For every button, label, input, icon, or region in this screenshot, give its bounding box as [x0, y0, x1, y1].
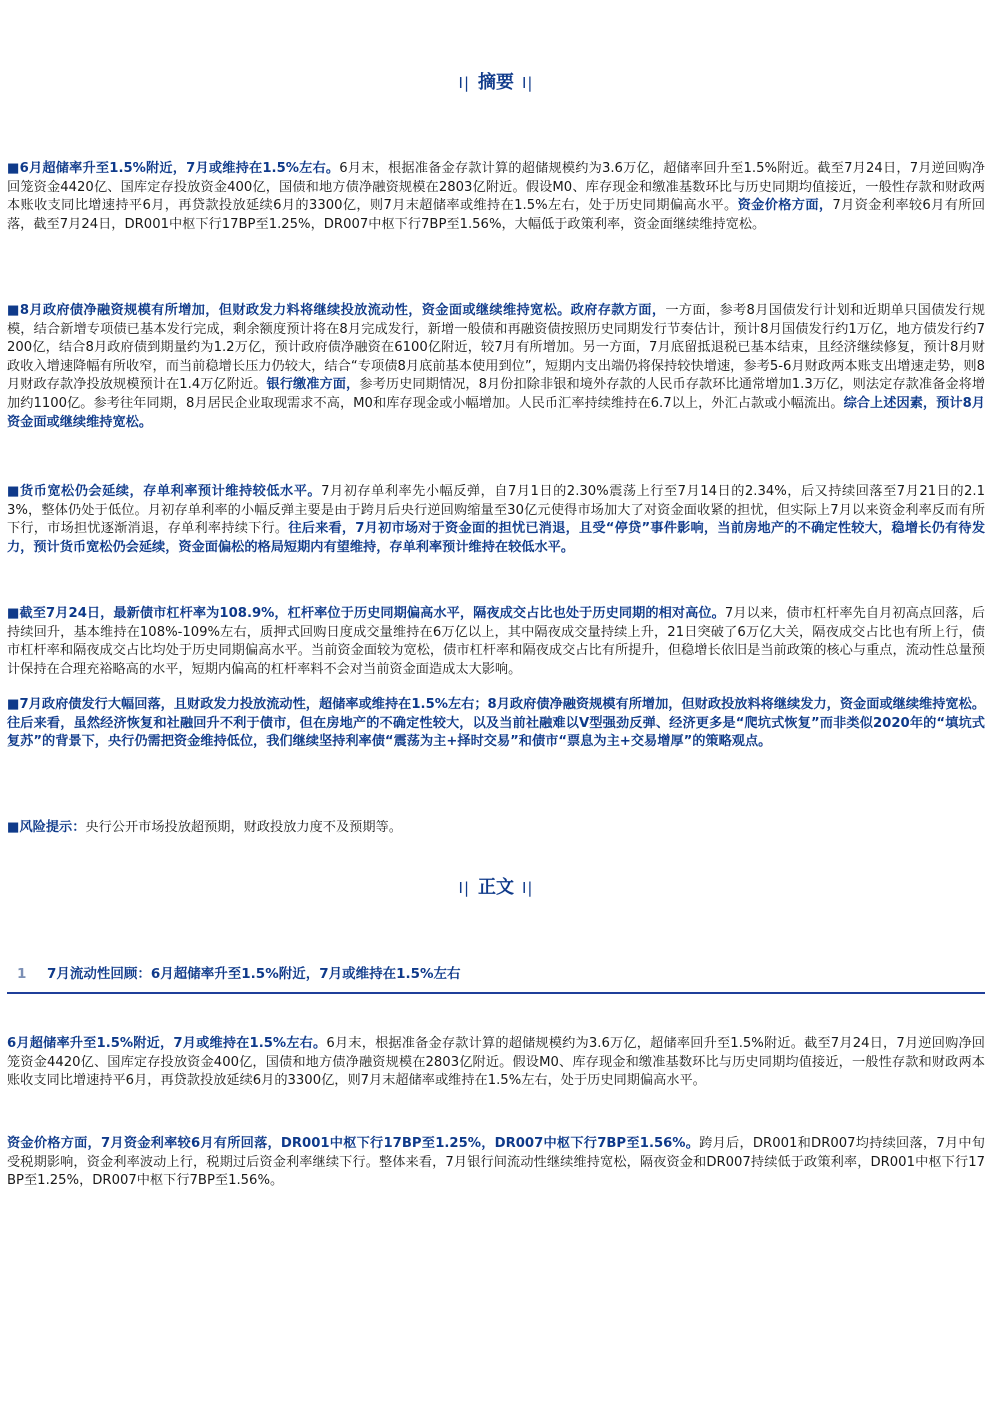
- body-text: 参考历史同期情况，8月份扣除非银和境外存款的人民币存款环比通常增加1.3万亿，则法定存款准备金将增加约1100亿。参考往年同期，8月居民企业取现需求不高，M0和库存现金或小幅增加。人民币汇率持续维持在6.7以上，外汇占款或小幅流出。: [7, 377, 986, 411]
- bold-conclusion: 7月政府债发行大幅回落，且财政发力投放流动性，超储率或维持在1.5%左右；8月政府债净融资规模有所增加，但财政投放料将继续发力，资金面或继续维持宽松。往后来看，虽然经济恢复和社融回升不利于债市，但在房地产的不确定性较大，以及当前社融难以V型强劲反弹、经济更多是“爬坑式恢复”而非类似2020年的“填坑式复苏”的背景下，央行仍需把资金维持低位，我们继续坚持利率债“震荡为主+择时交易”和债市“票息为主+交易增厚”的策略观点。: [7, 697, 986, 750]
- risk-warning: [7, 819, 985, 838]
- bold-outlook: 往后来看，7月初市场对于资金面的担忧已消退，且受“停贷”事件影响，当前房地产的不确定性较大，稳增长仍有待发力，预计货币宽松仍会延续，资金面偏松的格局短期内有望维持，存单利率预计维持在较低水平。: [7, 521, 986, 555]
- bullet-square-icon: ■: [7, 161, 20, 176]
- risk-label: 风险提示：: [19, 820, 86, 835]
- bullet-square-icon: ■: [7, 484, 20, 499]
- body-text: 6月末，根据准备金存款计算的超储规模约为3.6万亿，超储率回升至1.5%附近。截至7月24日，7月逆回购净回笼资金4420亿、国库定存投放资金400亿，国债和地方债净融资规模在2803亿附近。假设M0、库存现金和缴准基数环比与历史同期均值接近，一般性存款和财政两本账收支同比增速持平6月，再贷款投放延续6月的3300亿，则7月末超储率或维持在1.5%左右，处于历史同期偏高水平。: [7, 161, 985, 214]
- summary-paragraph-government-debt: [7, 302, 985, 432]
- bold-lead: 银行缴准方面，: [266, 377, 360, 393]
- body-text: 7月资金利率较6月有所回落，截至7月24日，DR001中枢下行17BP至1.25%，DR007中枢下行7BP至1.56%，大幅低于政策利率，资金面继续维持宽松。: [7, 198, 986, 232]
- body-text: 6月末，根据准备金存款计算的超储规模约为3.6万亿，超储率回升至1.5%附近。截至7月24日，7月逆回购净回笼资金4420亿、国库定存投放资金400亿，国债和地方债净融资规模在2803亿附近。假设M0、库存现金和缴准基数环比与历史同期均值接近，一般性存款和财政两本账收支同比增速持平6月，再贷款投放延续6月的3300亿，则7月末超储率或维持在1.5%左右，处于历史同期偏高水平。: [7, 1036, 985, 1089]
- bullet-square-icon: ■: [7, 820, 20, 835]
- summary-paragraph-leverage: [7, 605, 985, 679]
- section-heading-1: [7, 962, 985, 994]
- header-bar-right: I|: [522, 879, 534, 897]
- bold-lead: 6月超储率升至1.5%附近，7月或维持在1.5%左右。: [7, 1036, 327, 1051]
- body-text: 7月初存单利率先小幅反弹，自7月1日的2.30%震荡上行至7月14日的2.34%，后又持续回落至7月21日的2.13%，整体仍处于低位。月初存单利率的小幅反弹主要是由于跨月后央行逆回购缩量至30亿元使得市场加大了对资金面收紧的担忧，但实际上7月以来资金利率反而有所下行，市场担忧逐渐消退，存单利率持续下行。: [7, 484, 985, 537]
- body-paragraph-reserve: [7, 1035, 985, 1091]
- section-title: 7月流动性回顾：6月超储率升至1.5%附近，7月或维持在1.5%左右: [47, 966, 461, 982]
- bold-lead: 资金价格方面，: [737, 198, 833, 214]
- bold-lead: 资金价格方面，7月资金利率较6月有所回落，DR001中枢下行17BP至1.25%，DR007中枢下行7BP至1.56%。: [7, 1136, 700, 1151]
- risk-text: 央行公开市场投放超预期，财政投放力度不及预期等。: [85, 820, 402, 835]
- summary-title: 摘要: [478, 72, 514, 93]
- body-paragraph-funding-price: [7, 1135, 985, 1191]
- summary-paragraph-cd-rates: [7, 483, 985, 557]
- bold-lead: 截至7月24日，最新债市杠杆率为108.9%，杠杆率位于历史同期偏高水平，隔夜成交占比也处于历史同期的相对高位。: [19, 606, 725, 621]
- summary-header: [0, 68, 992, 94]
- bullet-square-icon: ■: [7, 697, 20, 712]
- bullet-square-icon: ■: [7, 303, 20, 318]
- summary-paragraph-conclusion: [7, 696, 985, 752]
- bold-lead: 6月超储率升至1.5%附近，7月或维持在1.5%左右。: [19, 161, 340, 176]
- body-header: [0, 873, 992, 899]
- bold-lead: 货币宽松仍会延续，存单利率预计维持较低水平。: [19, 484, 322, 499]
- body-text: 跨月后，DR001和DR007均持续回落，7月中旬受税期影响，资金利率波动上行，税期过后资金利率继续下行。整体来看，7月银行间流动性继续维持宽松，隔夜资金和DR007持续低于政策利率，DR001中枢下行17BP至1.25%，DR007中枢下行7BP至1.56%。: [7, 1136, 985, 1189]
- header-bar-left: I|: [458, 879, 470, 897]
- summary-paragraph-liquidity: [7, 160, 985, 234]
- section-number: 1: [17, 966, 27, 982]
- body-text: 一方面，参考8月国债发行计划和近期单只国债发行规模，结合新增专项债已基本发行完成，剩余额度预计将在8月完成发行，新增一般债和再融资债按照历史同期发行节奏估计，预计8月国债发行约1万亿，地方债发行约7200亿，结合8月政府债到期量约为1.2万亿，预计政府债净融资在6100亿附近，较7月有所增加。另一方面，7月底留抵退税已基本结束，且经济继续修复，预计8月财政收入增速降幅有所收窄，而当前稳增长压力仍较大，结合“专项债8月底前基本使用到位”，短期内支出端仍将保持较快增速，参考5-6月财政两本账支出增速走势，则8月财政存款净投放规模预计在1.4万亿附近。: [7, 303, 985, 393]
- bullet-square-icon: ■: [7, 606, 20, 621]
- body-text: 7月以来，债市杠杆率先自月初高点回落，后持续回升，基本维持在108%-109%左右，质押式回购日度成交量维持在6万亿以上，其中隔夜成交量持续上升，21日突破了6万亿大关，隔夜成交占比也有所上行，债市杠杆率和隔夜成交占比均处于历史同期偏高水平。当前资金面较为宽松，债市杠杆率和隔夜成交占比有所提升，但稳增长依旧是当前政策的核心与重点，流动性总量预计保持在合理充裕略高的水平，短期内偏高的杠杆率料不会对当前资金面造成太大影响。: [7, 606, 985, 677]
- header-bar-left: I|: [458, 74, 470, 92]
- bold-lead: 8月政府债净融资规模有所增加，但财政发力料将继续投放流动性，资金面或继续维持宽松。政府存款方面，: [19, 303, 666, 318]
- body-title: 正文: [478, 877, 514, 898]
- header-bar-right: I|: [522, 74, 534, 92]
- bold-conclusion: 综合上述因素，预计8月资金面或继续维持宽松。: [7, 395, 985, 430]
